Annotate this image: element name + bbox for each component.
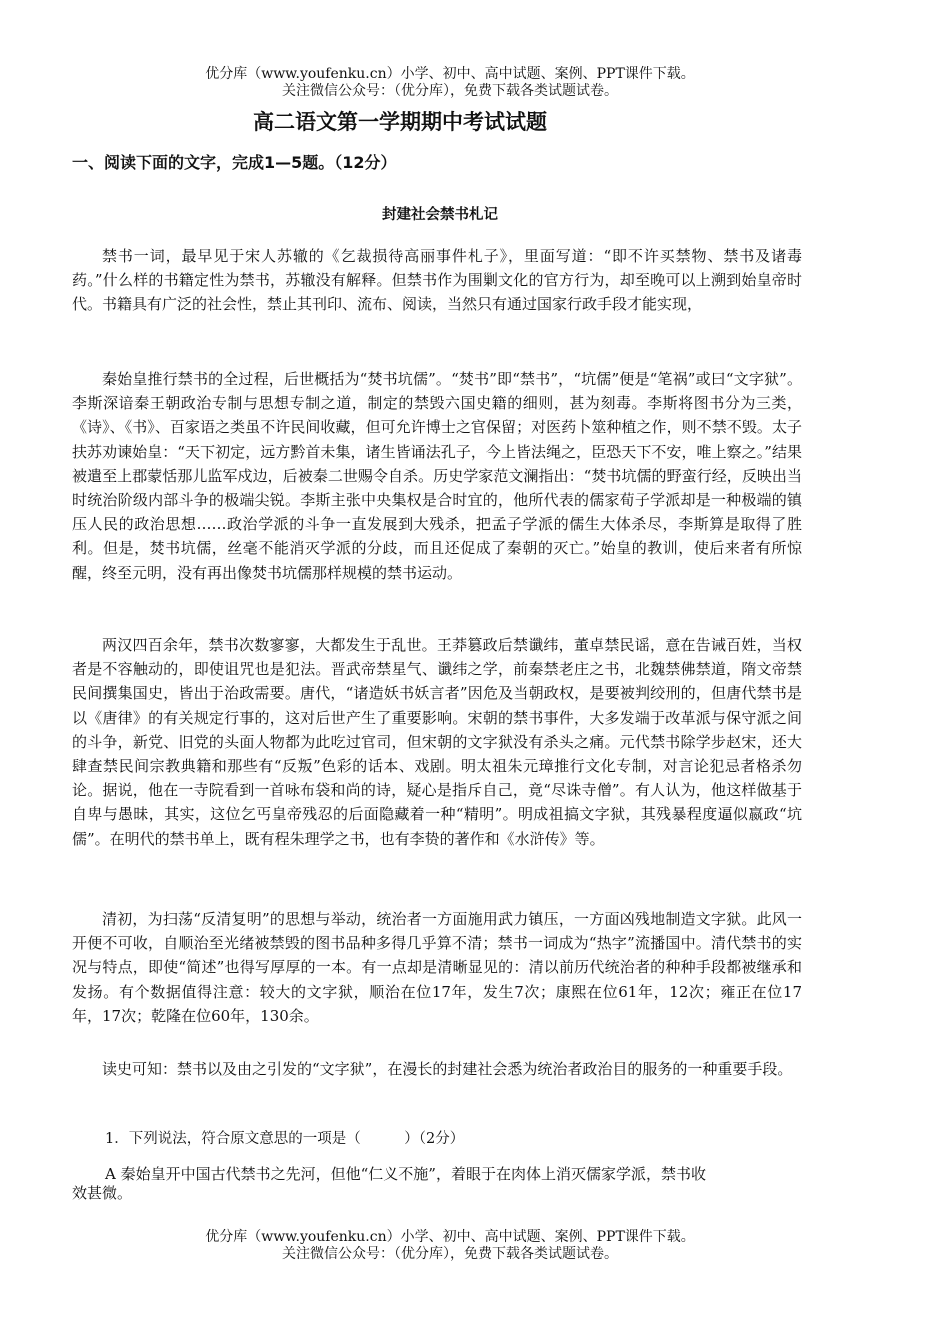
- page-footer: [0, 1229, 900, 1263]
- question-1: 1．下列说法，符合原文意思的一项是（ ）（2分）: [105, 1131, 465, 1147]
- paragraph-text: 两汉四百余年，禁书次数寥寥，大都发生于乱世。王莽篡政后禁谶纬，董卓禁民谣，意在告诫百姓，当权者是不容触动的，即使诅咒也是犯法。晋武帝禁星气、谶纬之学，前秦禁老庄之书，北魏禁佛禁道，隋文帝禁民间撰集国史，皆出于治政需要。唐代，“诸造妖书妖言者”因危及当朝政权，是要被判绞刑的，但唐代禁书是以《唐律》的有关规定行事的，这对后世产生了重要影响。宋朝的禁书事件，大多发端于改革派与保守派之间的斗争，新党、旧党的头面人物都为此吃过官司，但宋朝的文字狱没有杀头之痛。元代禁书除学步赵宋，还大肆查禁民间宗教典籍和那些有“反叛”色彩的话本、戏剧。明太祖朱元璋推行文化专制，对言论犯忌者格杀勿论。据说，他在一寺院看到一首咏布袋和尚的诗，疑心是指斥自己，竟“尽诛寺僧”。有人认为，他这样做基于自卑与愚昧，其实，这位乞丐皇帝残忍的后面隐藏着一种“精明”。明成祖搞文字狱，其残暴程度逼似嬴政“坑儒”。在明代的禁书单上，既有程朱理学之书，也有李贽的著作和《水浒传》等。: [72, 636, 802, 848]
- paragraph-2: [72, 367, 802, 585]
- option-a-line-1: A 秦始皇开中国古代禁书之先河，但他“仁义不施”，着眼于在肉体上消灭儒家学派，禁书收: [105, 1165, 706, 1183]
- option-a: [72, 1165, 805, 1203]
- paragraph-text: 读史可知：禁书以及由之引发的“文字狱”，在漫长的封建社会悉为统治者政治目的服务的一种重要手段。: [102, 1060, 793, 1078]
- paragraph-4: [72, 907, 802, 1028]
- paragraph-text: 禁书一词，最早见于宋人苏辙的《乞裁损待高丽事件札子》，里面写道：“即不许买禁物、禁书及诸毒药。”什么样的书籍定性为禁书，苏辙没有解释。但禁书作为围剿文化的官方行为，却至晚可以上溯到始皇帝时代。书籍具有广泛的社会性，禁止其刊印、流布、阅读，当然只有通过国家行政手段才能实现，: [72, 247, 802, 314]
- exam-title: 高二语文第一学期期中考试试题: [253, 110, 547, 134]
- section-heading: 一、阅读下面的文字，完成1—5题。（12分）: [72, 153, 397, 172]
- article-title: 封建社会禁书札记: [382, 207, 498, 223]
- paragraph-5: [72, 1057, 802, 1081]
- paragraph-3: [72, 633, 802, 851]
- footer-line-2: 关注微信公众号：（优分库），免费下载各类试题试卷。: [282, 1246, 618, 1262]
- page-header: [0, 66, 900, 100]
- paragraph-1: [72, 244, 802, 317]
- header-line-1: 优分库（www.youfenku.cn）小学、初中、高中试题、案例、PPT课件下载。: [205, 66, 695, 82]
- header-line-2: 关注微信公众号：（优分库），免费下载各类试题试卷。: [282, 83, 618, 99]
- paragraph-text: 清初，为扫荡“反清复明”的思想与举动，统治者一方面施用武力镇压，一方面凶残地制造文字狱。此风一开便不可收，自顺治至光绪被禁毁的图书品种多得几乎算不清；禁书一词成为“热字”流播国中。清代禁书的实况与特点，即使“简述”也得写厚厚的一本。有一点却是清晰显见的：清以前历代统治者的种种手段都被继承和发扬。有个数据值得注意：较大的文字狱，顺治在位17年，发生7次；康熙在位61年，12次；雍正在位17年，17次；乾隆在位60年，130余。: [72, 910, 802, 1025]
- option-a-line-2: 效甚微。: [72, 1184, 133, 1202]
- paragraph-text: 秦始皇推行禁书的全过程，后世概括为“焚书坑儒”。“焚书”即“禁书”，“坑儒”便是“笔祸”或曰“文字狱”。李斯深谙秦王朝政治专制与思想专制之道，制定的禁毁六国史籍的细则，甚为刻毒。李斯将图书分为三类，《诗》、《书》、百家语之类虽不许民间收藏，但可允许博士之官保留；对医药卜筮种植之作，则不禁不毁。太子扶苏劝谏始皇：“天下初定，远方黔首未集，诸生皆诵法孔子，今上皆法绳之，臣恐天下不安，唯上察之。”结果被遣至上郡蒙恬那儿监军戍边，后被秦二世赐令自杀。历史学家范文澜指出：“焚书坑儒的野蛮行经，反映出当时统治阶级内部斗争的极端尖锐。李斯主张中央集权是合时宜的，他所代表的儒家荀子学派却是一种极端的镇压人民的政治思想……政治学派的斗争一直发展到大残杀，把孟子学派的儒生大体杀尽，李斯算是取得了胜利。但是，焚书坑儒，丝毫不能消灭学派的分歧，而且还促成了秦朝的灭亡。”始皇的教训，使后来者有所惊醒，终至元明，没有再出像焚书坑儒那样规模的禁书运动。: [72, 370, 802, 582]
- footer-line-1: 优分库（www.youfenku.cn）小学、初中、高中试题、案例、PPT课件下载。: [205, 1229, 695, 1245]
